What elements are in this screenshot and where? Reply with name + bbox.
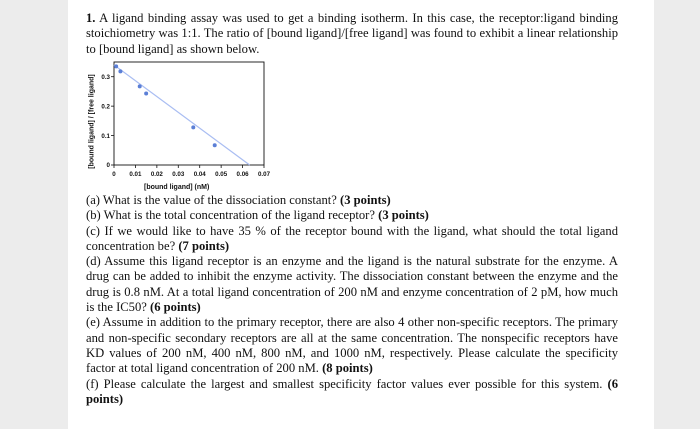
x-tick-label: 0.06: [236, 171, 249, 178]
y-tick-label: 0.1: [101, 132, 110, 140]
chart-y-axis-label: [bound ligand] / [free ligand]: [88, 74, 96, 169]
x-tick-label: 0: [112, 171, 116, 178]
question-b-points: (3 points): [378, 208, 429, 223]
problem-number: 1.: [86, 11, 96, 25]
chart-canvas: [84, 56, 274, 196]
question-a-points: (3 points): [340, 193, 391, 207]
chart-x-axis-label: [bound ligand] (nM): [144, 184, 210, 191]
question-f-text: (f) Please calculate the largest and smallest specificity factor values ever possible for this system.: [86, 376, 608, 391]
scatchard-plot: [84, 56, 274, 196]
question-list: [86, 193, 618, 407]
data-point: [213, 143, 217, 147]
question-d-text: (d) Assume this ligand receptor is an enzyme and the ligand is the natural substrate for the enzyme. A drug can be added to inhibit the enzyme activity. The dissociation constant between the enzyme and the drug is 0.8 nM. At a total ligand concentration of 200 nM and enzyme concentration of 2 pM, how much is the IC50?: [86, 254, 618, 315]
right-margin-shadow: [654, 0, 700, 429]
question-b-text: (b) What is the total concentration of the ligand receptor?: [86, 208, 379, 223]
problem-statement: A ligand binding assay was used to get a binding isotherm. In this case, the receptor:ligand binding stoichiometry was 1:1. The ratio of [bound ligand]/[free ligand] was found to exhibit a linear relationship to [bound ligand] as shown below.: [86, 11, 618, 56]
plot-frame: [114, 62, 264, 165]
x-tick-label: 0.03: [172, 171, 185, 178]
x-tick-label: 0.02: [150, 171, 163, 178]
question-e-text: (e) Assume in addition to the primary receptor, there are also 4 other non-specific receptors. The primary and non-specific secondary receptors are all at the same concentration. The nonspecific receptors have KD values of 200 nM, 400 nM, 800 nM, and 1000 nM, respectively. Please calculate the specificity factor at total ligand concentration of 200 nM.: [86, 315, 618, 376]
y-tick-label: 0.3: [101, 73, 110, 81]
question-a: [86, 193, 618, 208]
question-a-text: (a) What is the value of the dissociation constant?: [86, 193, 341, 207]
problem-intro: [86, 11, 618, 57]
question-b: [86, 208, 618, 223]
question-e-points: (8 points): [322, 361, 373, 376]
question-d: [86, 254, 618, 315]
data-point: [144, 91, 148, 95]
x-tick-label: 0.04: [193, 171, 206, 178]
question-d-points: (6 points): [150, 300, 201, 315]
x-tick-label: 0.07: [257, 171, 271, 178]
question-c-text: (c) If we would like to have 35 % of the receptor bound with the ligand, what should the total ligand concentration be?: [86, 223, 618, 253]
fit-line: [114, 65, 250, 165]
question-f: [86, 377, 618, 408]
y-tick-label: 0.2: [101, 103, 110, 111]
question-c-points: (7 points): [178, 238, 230, 253]
x-tick-label: 0.05: [215, 171, 228, 178]
x-tick-label: 0.01: [129, 171, 142, 178]
left-margin-shadow: [0, 0, 68, 429]
question-f-points: (6 points): [86, 376, 618, 406]
data-point: [114, 64, 118, 68]
data-point: [138, 84, 142, 88]
data-point: [191, 125, 195, 129]
y-tick-label: 0: [106, 162, 110, 170]
question-e: [86, 315, 618, 376]
question-c: [86, 224, 618, 255]
data-point: [118, 69, 122, 73]
